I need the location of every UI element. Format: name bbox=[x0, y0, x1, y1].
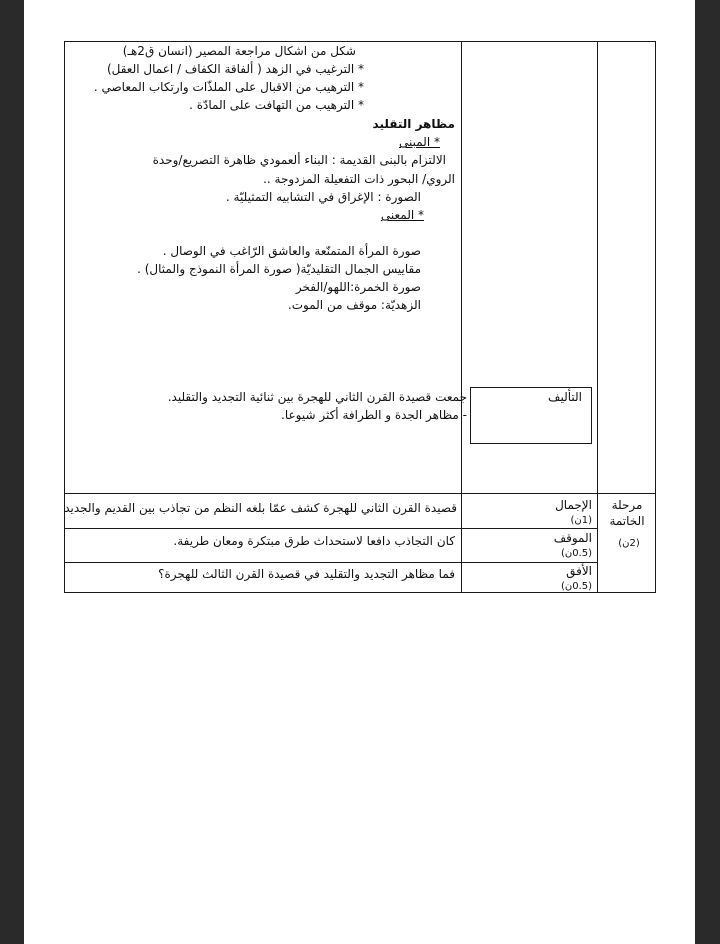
ijmal-content: قصيدة القرن الثاني للهجرة كشف عمّا بلغه النظم من تجاذب بين القديم والجديد bbox=[64, 501, 457, 515]
column-divider-stage bbox=[597, 41, 598, 593]
stage-label: مرحلة الخاتمة bbox=[609, 498, 645, 528]
mabna-line: الصورة : الإغراق في التشابيه التمثيليّة . bbox=[225, 190, 421, 204]
mabna-heading: * المبنى bbox=[399, 135, 440, 149]
mana-line: صورة المرأة المتمنّعة والعاشق الرّاغب في الوصال . bbox=[162, 244, 421, 258]
ufuq-points: (0.5ن) bbox=[560, 581, 592, 592]
bullet-line: * الترهيب من التهافت على المادّة . bbox=[189, 98, 364, 112]
bullet-line: * الترهيب من الاقبال على الملذّات وارتكاب المعاصي . bbox=[93, 80, 364, 94]
row-divider-ufuq bbox=[64, 562, 598, 563]
intro-line: شكل من اشكال مراجعة المصير (انسان ق2هـ) bbox=[122, 44, 356, 58]
ijmal-label: الإجمال bbox=[555, 498, 592, 512]
mabna-line: الروي/ البحور ذات التفعيلة المزدوجة .. bbox=[263, 172, 455, 186]
mabna-line: الالتزام بالبنى القديمة : البناء ألعمودي ظاهرة التصريع/وحدة bbox=[152, 153, 446, 167]
mawqif-label: الموقف bbox=[553, 531, 592, 545]
ijmal-points: (1ن) bbox=[570, 515, 592, 526]
mawqif-points: (0.5ن) bbox=[560, 548, 592, 559]
row-divider-mawqif bbox=[64, 528, 598, 529]
table-top-border bbox=[64, 41, 656, 42]
table-right-border bbox=[655, 41, 656, 593]
ufuq-content: فما مظاهر التجديد والتقليد في قصيدة القرن الثالث للهجرة؟ bbox=[158, 567, 455, 581]
taqlid-heading: مظاهر التقليد bbox=[372, 117, 455, 131]
mana-line: مقاييس الجمال التقليديّة( صورة المرأة النموذج والمثال) . bbox=[137, 262, 421, 276]
talif-line: - مظاهر الجدة و الطرافة أكثر شيوعا. bbox=[281, 408, 467, 422]
stage-points: (2ن) bbox=[618, 538, 640, 549]
row-divider-conclusion bbox=[64, 493, 656, 494]
ufuq-label: الأفق bbox=[566, 564, 592, 578]
talif-line: جمعت قصيدة القرن الثاني للهجرة بين ثنائية التجديد والتقليد. bbox=[167, 390, 467, 404]
mana-line: صورة الخمرة:اللهو/الفخر bbox=[295, 280, 421, 294]
bullet-line: * الترغيب في الزهد ( ألفاقة الكفاف / اعمال العقل) bbox=[106, 62, 364, 76]
document-page bbox=[24, 0, 695, 944]
column-divider-content bbox=[461, 41, 462, 593]
mawqif-content: كان التجاذب دافعا لاستحداث طرق مبتكرة ومعان طريفة. bbox=[173, 534, 455, 548]
mana-line: الزهديّة: موقف من الموت. bbox=[287, 298, 421, 312]
talif-label: التأليف bbox=[548, 390, 582, 404]
mana-heading: * المعنى bbox=[380, 208, 424, 222]
